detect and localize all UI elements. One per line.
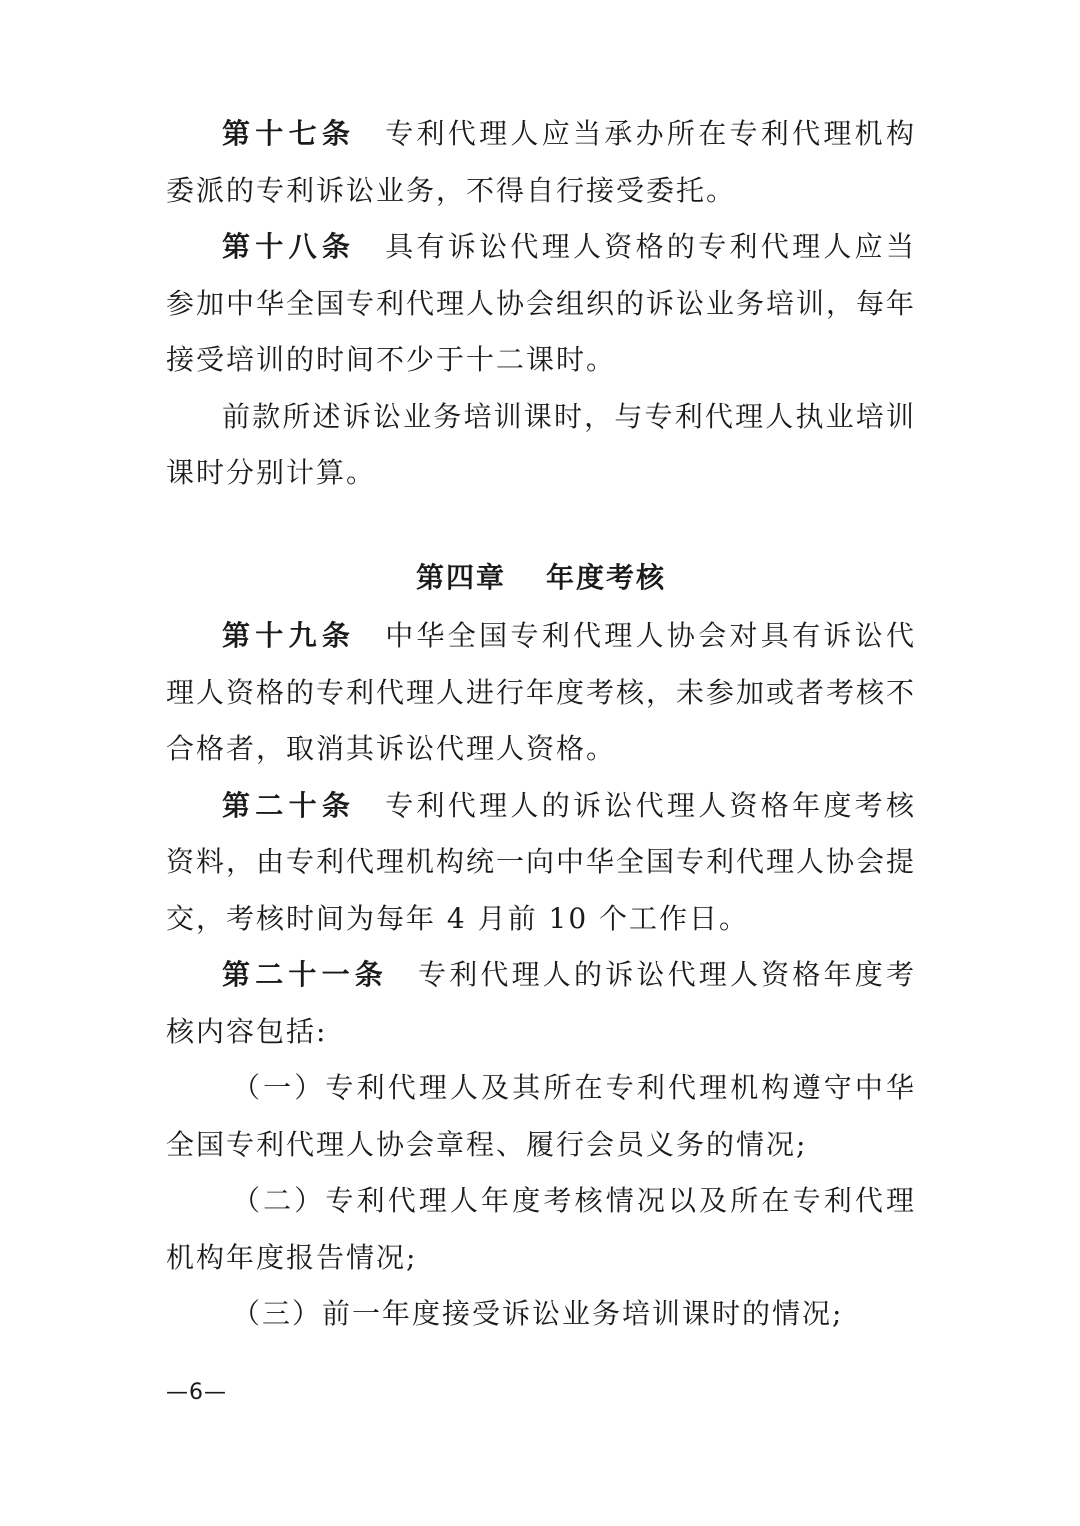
page-number: —6— [166, 1380, 227, 1405]
chapter-title: 年度考核 [546, 560, 667, 594]
article-number: 第十七条 [222, 117, 356, 150]
chapter-number: 第四章 [415, 560, 506, 594]
article-17 [166, 106, 916, 219]
article-number: 第二十条 [222, 788, 356, 822]
article-number: 第十九条 [222, 619, 356, 652]
chapter-heading [166, 550, 916, 607]
document-body [166, 106, 916, 1343]
list-item: （一）专利代理人及其所在专利代理机构遵守中华全国专利代理人协会章程、履行会员义务的情况; [166, 1071, 916, 1161]
article-number: 第二十一条 [222, 958, 388, 991]
article-text: 具有诉讼代理人资格的专利代理人应当参加中华全国专利代理人协会组织的诉讼业务培训，每年接受培训的时间不少于十二课时。 [166, 230, 917, 376]
article-text: 专利代理人应当承办所在专利代理机构委派的专利诉讼业务，不得自行接受委托。 [166, 117, 916, 207]
list-item: （三）前一年度接受诉讼业务培训课时的情况; [232, 1297, 844, 1330]
article-text: 专利代理人的诉讼代理人资格年度考核资料，由专利代理机构统一向中华全国专利代理人协会提交，考核时间为每年 4 月前 10 个工作日。 [166, 788, 917, 935]
article-text: 专利代理人的诉讼代理人资格年度考核内容包括: [166, 958, 916, 1048]
article-text: 中华全国专利代理人协会对具有诉讼代理人资格的专利代理人进行年度考核，未参加或者考核不合格者，取消其诉讼代理人资格。 [166, 619, 917, 765]
article-18 [166, 219, 916, 389]
article-19 [166, 608, 916, 778]
article-21 [166, 947, 916, 1060]
paragraph-training-hours: 前款所述诉讼业务培训课时，与专利代理人执业培训课时分别计算。 [166, 399, 916, 489]
list-item: （二）专利代理人年度考核情况以及所在专利代理机构年度报告情况; [166, 1184, 916, 1274]
article-20 [166, 778, 916, 948]
article-number: 第十八条 [222, 230, 356, 263]
